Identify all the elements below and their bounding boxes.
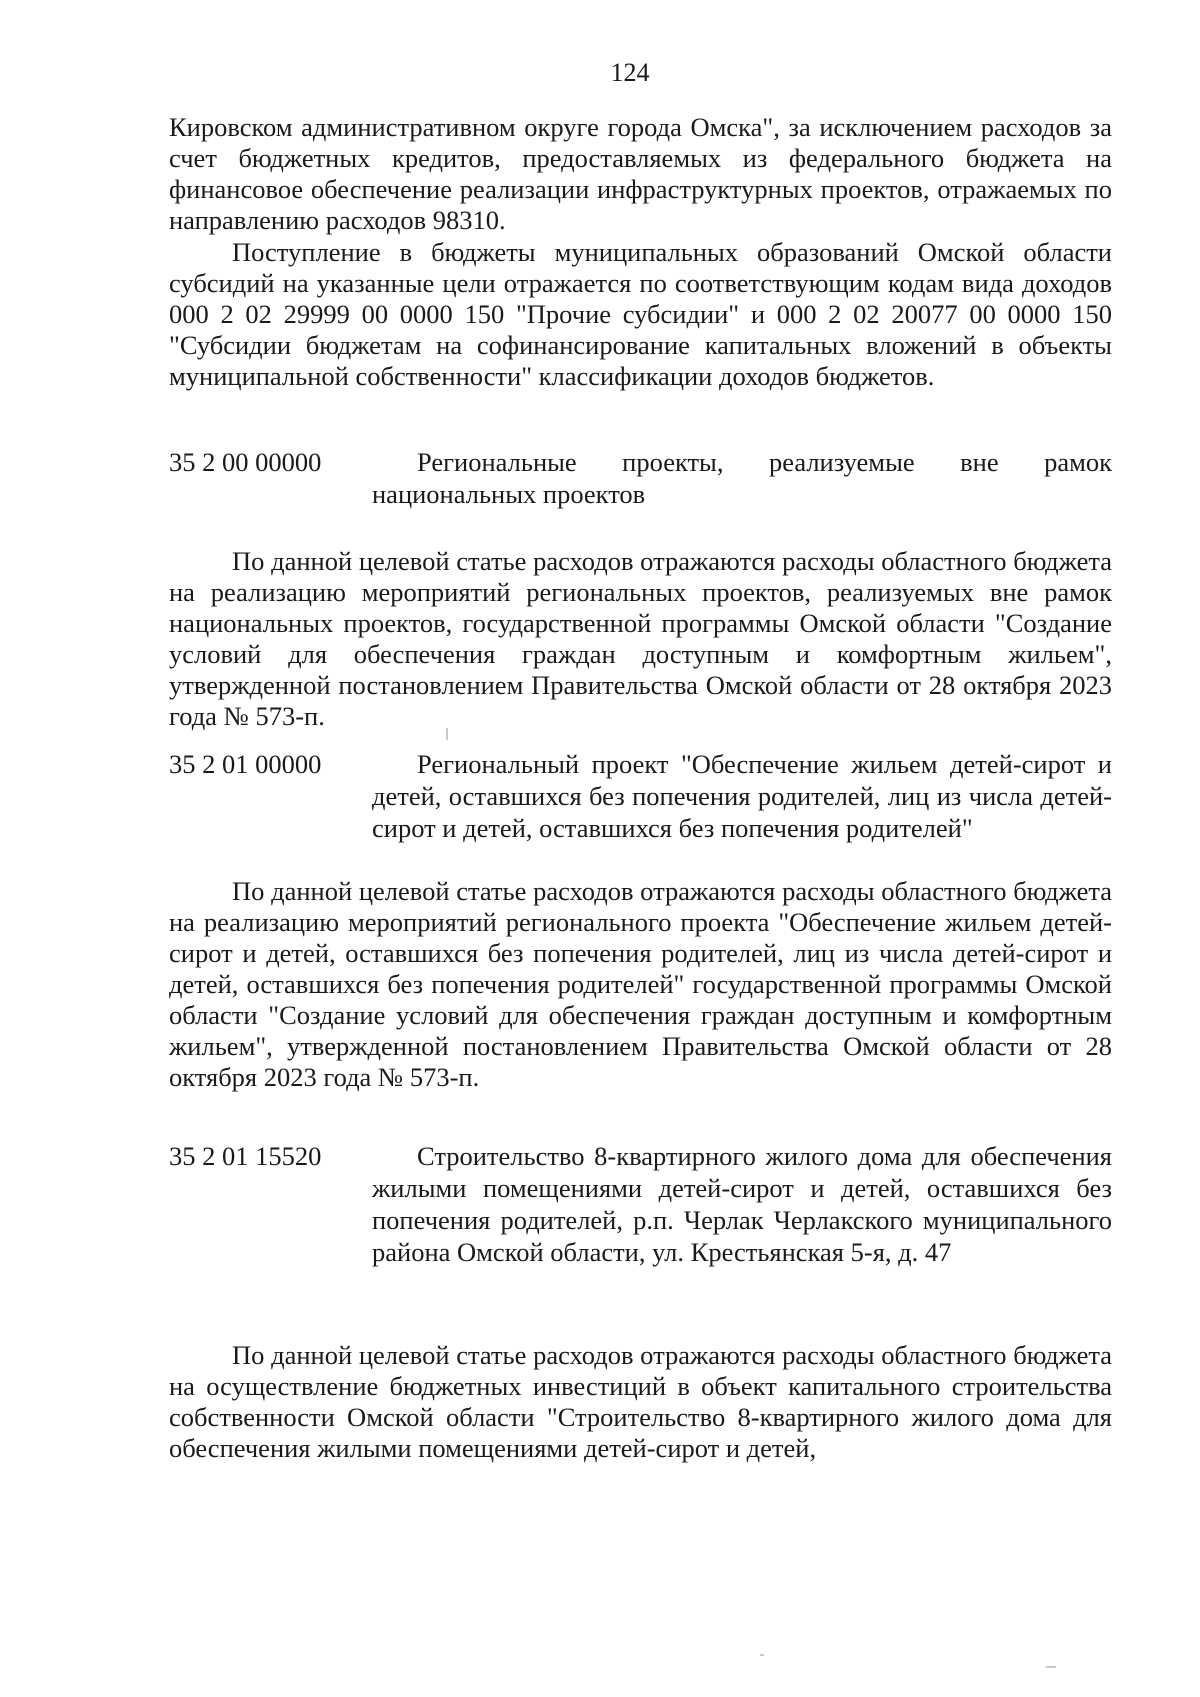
budget-entry-title: Строительство 8-квартирного жилого дома для обеспечения жилыми помещениями детей-сирот и детей, оставшихся без попечения родителей, р.п. Черлак Черлакского муниципального района Омской области, ул. Крестьянская 5-я, д. 47 bbox=[372, 1141, 1112, 1267]
budget-entry-title: Региональные проекты, реализуемые вне рамок национальных проектов bbox=[372, 447, 1112, 509]
paragraph-description: По данной целевой статье расходов отражаются расходы областного бюджета на реализацию мероприятий регионального проекта "Обеспечение жильем детей-сирот и детей, оставшихся без попечения родителей, лиц из числа детей-сирот и детей, оставшихся без попечения родителей" государственной программы Омской области "Создание условий для обеспечения граждан доступным и комфортным жильем", утвержденной постановлением Правительства Омской области от 28 октября 2023 года № 573-п. bbox=[169, 876, 1112, 1092]
budget-entry bbox=[169, 446, 1112, 510]
scan-speck bbox=[1046, 1666, 1056, 1668]
budget-code: 35 2 01 15520 bbox=[169, 1141, 322, 1171]
budget-entry-title: Региональный проект "Обеспечение жильем детей-сирот и детей, оставшихся без попечения родителей, лиц из числа детей-сирот и детей, оставшихся без попечения родителей" bbox=[372, 749, 1112, 843]
budget-entry bbox=[169, 748, 1112, 844]
paragraph-continuation: Кировском административном округе города Омска", за исключением расходов за счет бюджетных кредитов, предоставляемых из федерального бюджета на финансовое обеспечение реализации инфраструктурных проектов, отражаемых по направлению расходов 98310. bbox=[169, 112, 1112, 235]
budget-code: 35 2 01 00000 bbox=[169, 749, 322, 779]
paragraph-description: По данной целевой статье расходов отражаются расходы областного бюджета на реализацию мероприятий региональных проектов, реализуемых вне рамок национальных проектов, государственной программы Омской области "Создание условий для обеспечения граждан доступным и комфортным жильем", утвержденной постановлением Правительства Омской области от 28 октября 2023 года № 573-п. bbox=[169, 546, 1112, 731]
budget-entry bbox=[169, 1140, 1112, 1268]
scan-speck bbox=[760, 1654, 764, 1656]
budget-code: 35 2 00 00000 bbox=[169, 447, 322, 477]
paragraph-description: По данной целевой статье расходов отражаются расходы областного бюджета на осуществление бюджетных инвестиций в объект капитального строительства собственности Омской области "Строительство 8-квартирного жилого дома для обеспечения жилыми помещениями детей-сирот и детей, bbox=[169, 1340, 1112, 1463]
paragraph-revenue-codes: Поступление в бюджеты муниципальных образований Омской области субсидий на указанные цели отражается по соответствующим кодам вида доходов 000 2 02 29999 00 0000 150 "Прочие субсидии" и 000 2 02 20077 00 0000 150 "Субсидии бюджетам на софинансирование капитальных вложений в объекты муниципальной собственности" классификации доходов бюджетов. bbox=[169, 237, 1112, 391]
scan-speck bbox=[446, 728, 448, 740]
page-number: 124 bbox=[610, 58, 650, 87]
